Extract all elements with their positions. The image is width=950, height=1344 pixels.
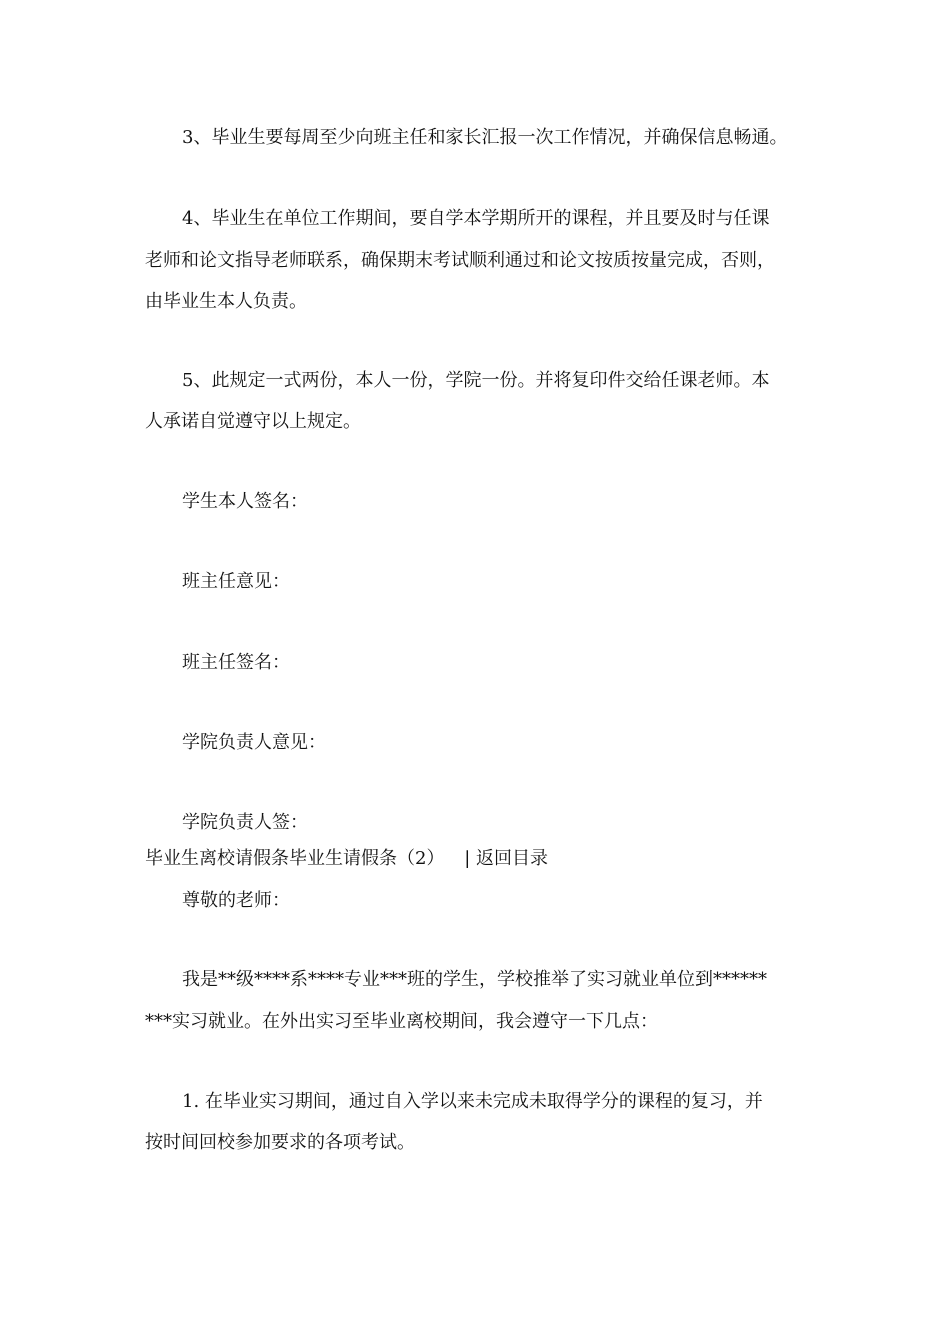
section-separator: | [464, 848, 471, 869]
student-signature-label: 学生本人签名： [182, 491, 308, 512]
rule-3-text: 3、毕业生要每周至少向班主任和家长汇报一次工作情况，并确保信息畅通。 [182, 127, 788, 148]
letter-intro-line-1: 我是**级****系****专业***班的学生，学校推举了实习就业单位到****** [182, 969, 767, 990]
rule-4-line-1: 4、毕业生在单位工作期间，要自学本学期所开的课程，并且要及时与任课 [182, 208, 770, 229]
letter-greeting: 尊敬的老师： [182, 890, 290, 911]
college-signature-label: 学院负责人签： [182, 812, 308, 833]
section-title: 毕业生离校请假条毕业生请假条（2） [145, 848, 445, 869]
rule-5-line-1: 5、此规定一式两份，本人一份，学院一份。并将复印件交给任课老师。本 [182, 370, 770, 391]
letter-item-1-line-1: 1. 在毕业实习期间，通过自入学以来未完成未取得学分的课程的复习，并 [182, 1091, 763, 1112]
section-heading [145, 847, 845, 871]
rule-4-line-2: 老师和论文指导老师联系，确保期末考试顺利通过和论文按质按量完成，否则， [145, 250, 775, 271]
back-to-toc-link[interactable]: 返回目录 [476, 848, 548, 869]
teacher-opinion-label: 班主任意见： [182, 571, 290, 592]
letter-intro-line-2: ***实习就业。在外出实习至毕业离校期间，我会遵守一下几点： [145, 1011, 658, 1032]
teacher-signature-label: 班主任签名： [182, 652, 290, 673]
letter-item-1-line-2: 按时间回校参加要求的各项考试。 [145, 1132, 415, 1153]
rule-4-line-3: 由毕业生本人负责。 [145, 291, 307, 312]
rule-5-line-2: 人承诺自觉遵守以上规定。 [145, 411, 361, 432]
college-opinion-label: 学院负责人意见： [182, 732, 326, 753]
